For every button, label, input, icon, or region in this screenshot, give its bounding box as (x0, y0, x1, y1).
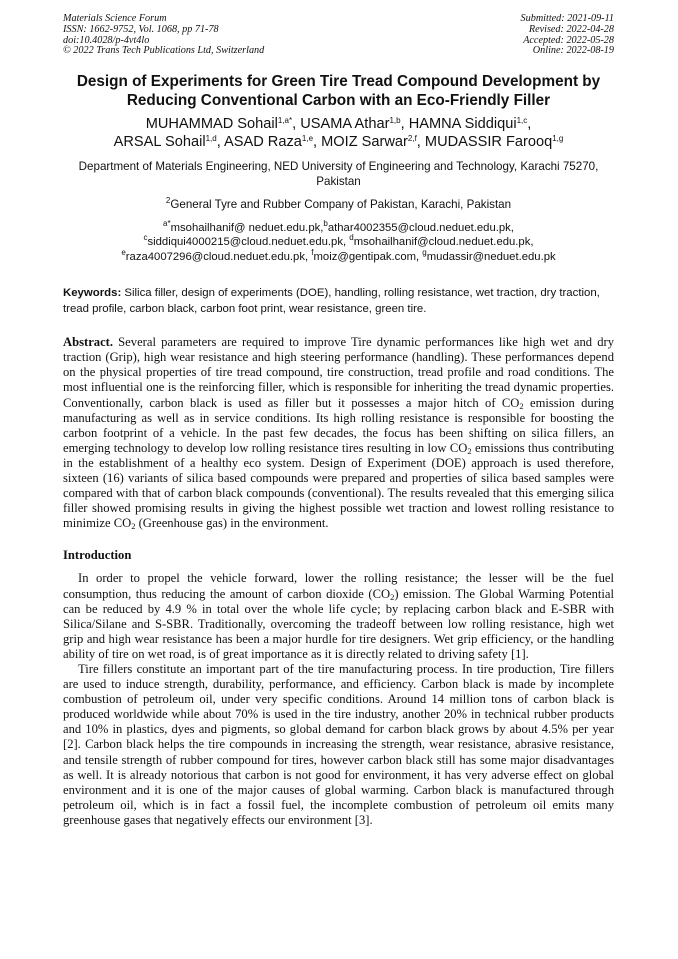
journal-info (63, 14, 264, 57)
abstract-text: emission during manufacturing as well as in service conditions. Its high rolling resistance is responsible for boosting the carbon footprint of a vehicle. In the past few decades, the focus has been shifting on silica fillers, an emerging technology to develop low rolling resistance tires resulting in low CO (63, 395, 614, 455)
journal-doi[interactable]: doi:10.4028/p-4vt4lo (63, 34, 150, 46)
abstract-section (63, 335, 614, 531)
paper-title-line-2: Reducing Conventional Carbon with an Eco-Friendly Filler (126, 91, 551, 109)
subscript: 2 (390, 591, 395, 602)
email-mark: a* (163, 218, 171, 228)
author-name: MUHAMMAD Sohail (145, 116, 278, 133)
email-mark: g (422, 247, 427, 257)
subscript: 2 (519, 400, 524, 411)
introduction-paragraph-1 (63, 571, 614, 662)
email-link[interactable]: mudassir@neduet.edu.pk (426, 250, 556, 263)
email-mark: c (143, 233, 148, 243)
author-separator: , (313, 134, 322, 151)
author-affiliation-mark: 1,g (552, 134, 564, 144)
subscript: 2 (131, 521, 136, 532)
abstract-label: Abstract. (63, 335, 114, 350)
journal-issn: ISSN: 1662-9752, Vol. 1068, pp 71-78 (63, 23, 219, 35)
abstract-text: emissions thus contributing in the establishment of a healthy eco system. Design of Experiment (DOE) approach is used therefore, sixteen (16) variants of silica based compounds were prepared and properties of silica based samples were compared with that of carbon black compounds (conventional). The results revealed that this emerging silica filler showed promising results in giving the highest possible wet traction and lowest rolling resistance to minimize CO (63, 440, 614, 531)
email-link[interactable]: msohailhanif@ neduet.edu.pk, (170, 221, 324, 234)
author-affiliation-mark: 1,d (205, 134, 217, 144)
email-mark: f (311, 247, 314, 257)
email-mark: d (349, 233, 354, 243)
author-name: ARSAL Sohail (113, 134, 206, 151)
introduction-heading: Introduction (63, 548, 132, 563)
abstract-text: Several parameters are required to improve Tire dynamic performances like high wet and dry traction (Grip), high wear resistance and high steering performance (handling). These performances depend on the physical properties of tire tread compound, tire construction, tread profile and road conditions. The most influential one is the reinforcing filler, which is responsible for inheriting the tread dynamic properties. Conventionally, carbon black is used as filler but it possesses a major hitch of CO (63, 335, 614, 410)
author-affiliation-mark: 2,f (407, 134, 417, 144)
keywords-section (63, 286, 614, 317)
email-mark: b (323, 218, 328, 228)
paper-title-line-1: Design of Experiments for Green Tire Tread Compound Development by (76, 73, 601, 91)
author-affiliation-mark: 1,e (301, 134, 314, 144)
keywords-text: Silica filler, design of experiments (DOE), handling, rolling resistance, wet traction, dry traction, tread profile, carbon black, carbon foot print, wear resistance, green tire. (63, 287, 600, 315)
author-name: MUDASSIR Farooq (424, 134, 553, 151)
email-link[interactable]: msohailhanif@cloud.neduet.edu.pk, (353, 236, 534, 249)
keywords-label: Keywords: (63, 287, 122, 300)
paragraph-text: ) emission. The Global Warming Potential can be reduced by 4.9 % in total over the whole life cycle; by replacing carbon black and E-SBR with Silica/Silane and S-SBR. Traditionally, overcoming the tradeoff between low rolling resistance, high wet grip and high wear resistance has been a major hurdle for tire designers. Wet grip efficiency, or the handling ability of tire on wet road, is of great importance as it is directly related to driving safety [1]. (63, 586, 614, 661)
author-separator: , (416, 134, 425, 151)
author-emails (63, 218, 614, 265)
author-separator: , (527, 116, 532, 133)
author-separator: , (292, 116, 301, 133)
email-line-2 (63, 235, 614, 250)
email-link[interactable]: moiz@gentipak.com, (313, 250, 423, 263)
journal-copyright: © 2022 Trans Tech Publications Ltd, Switzerland (63, 45, 265, 57)
affiliation-2 (63, 198, 614, 213)
email-mark: e (121, 247, 126, 257)
author-name: ASAD Raza (224, 134, 302, 151)
author-separator: , (400, 116, 409, 133)
date-accepted: Accepted: 2022-05-28 (523, 34, 614, 46)
email-link[interactable]: siddiqui4000215@cloud.neduet.edu.pk, (147, 236, 350, 249)
paragraph-text: In order to propel the vehicle forward, lower the rolling resistance; the lesser will be the fuel consumption, thus reducing the amount of carbon dioxide (CO (63, 571, 614, 601)
affiliation-mark: 2 (165, 196, 171, 206)
email-link[interactable]: athar4002355@cloud.neduet.edu.pk, (327, 221, 514, 234)
subscript: 2 (467, 445, 472, 456)
author-name: MOIZ Sarwar (321, 134, 408, 151)
paper-title (63, 73, 614, 110)
email-link[interactable]: raza4007296@cloud.neduet.edu.pk, (125, 250, 312, 263)
journal-header (63, 14, 614, 57)
date-revised: Revised: 2022-04-28 (528, 23, 614, 35)
author-affiliation-mark: 1,a* (277, 116, 293, 126)
journal-name: Materials Science Forum (63, 13, 167, 24)
introduction-paragraph-2: Tire fillers constitute an important part of the tire manufacturing process. In tire production, Tire fillers are used to induce strength, durability, performance, and efficiency. Carbon black is made by incomplete combustion of petroleum oil, under very specific conditions. Around 14 million tons of carbon black is produced worldwide while about 70% is used in the tire industry, another 20% in technical rubber products and 10% in plastics, dyes and pigments, so global demand for carbon black grows by about 4.5% per year [2]. Carbon black helps the tire compounds in increasing the strength, wear resistance, abrasive resistance, and tensile strength of rubber compound for tires, however carbon black still has some major disadvantages as well. It is already notorious that carbon is not good for environment, it has very adverse effect on global environment and it is one of the major causes of global warming. Carbon black is manufactured through petroleum oil, which is in fact a fossil fuel, the incomplete combustion of petroleum oil emits many greenhouse gases that negatively effects our environment [3]. (63, 661, 614, 827)
affiliation-1: Department of Materials Engineering, NED University of Engineering and Technology, Karachi 75270, Pakistan (78, 160, 599, 188)
paper-page (63, 14, 614, 828)
date-online: Online: 2022-08-19 (532, 45, 614, 57)
email-line-3 (63, 247, 614, 265)
author-list (63, 115, 614, 151)
affiliation-2-text: General Tyre and Rubber Company of Pakistan, Karachi, Pakistan (170, 198, 512, 212)
author-line-1 (63, 115, 614, 133)
author-name: USAMA Athar (300, 116, 390, 133)
publication-dates (521, 14, 614, 57)
author-separator: , (216, 134, 225, 151)
date-submitted: Submitted: 2021-09-11 (520, 13, 614, 24)
abstract-text: (Greenhouse gas) in the environment. (135, 516, 329, 531)
author-line-2 (63, 133, 614, 151)
author-affiliation-mark: 1,c (516, 116, 528, 126)
author-name: HAMNA Siddiqui (408, 116, 517, 133)
author-affiliation-mark: 1,b (389, 116, 401, 126)
